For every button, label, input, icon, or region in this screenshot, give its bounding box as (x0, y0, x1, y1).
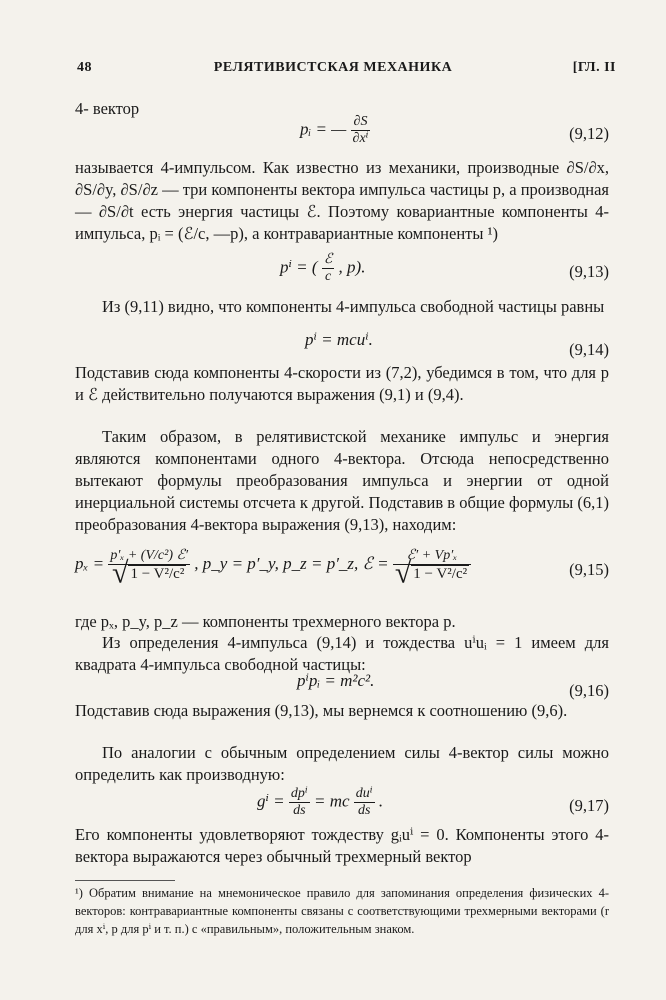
equation-number: (9,13) (569, 262, 609, 281)
equation-number: (9,15) (569, 560, 609, 579)
equation-9-14: pⁱ = mcuⁱ. (9,14) (305, 330, 609, 359)
footnote: ¹) Обратим внимание на мнемоническое правило для запоминания определения физических 4-векторов: контравариантные компоненты связаны с соответствующими трехмерными векторами (r для xⁱ, p для pⁱ и т. п.) с «правильным», положительным знаком. (75, 886, 609, 936)
equation-number: (9,14) (569, 340, 609, 359)
paragraph-free-particle: Из (9,11) видно, что компоненты 4-импульса свободной частицы равны (102, 297, 605, 316)
paragraph-4-momentum: называется 4-импульсом. Как известно из механики, производные ∂S/∂x, ∂S/∂y, ∂S/∂z — три компоненты вектора импульса частицы p, а производная — ∂S/∂t есть энергия частицы ℰ. Поэтому ковариантные компоненты 4-импульса, pᵢ = (ℰ/c, —p), а контравариантные компоненты ¹) (75, 158, 609, 243)
equation-number: (9,12) (569, 124, 609, 143)
equation-9-16: pⁱpᵢ = m²c². (9,16) (297, 671, 609, 700)
paragraph-components: где pₓ, p_y, p_z — компоненты трехмерного вектора p. (75, 612, 456, 631)
running-title: РЕЛЯТИВИСТСКАЯ МЕХАНИКА (213, 60, 453, 75)
paragraph-transformation: Таким образом, в релятивистской механике импульс и энергия являются компонентами одного 4-вектора. Отсюда непосредственно вытекают формулы преобразования импульса и энергии от одной инерциальной системы отсчета к другой. Подставив в общие формулы (6,1) преобразования 4-вектора выражения (9,13), находим: (75, 427, 609, 534)
equation-number: (9,17) (569, 796, 609, 815)
paragraph-square-momentum: Из определения 4-импульса (9,14) и тождества uⁱuᵢ = 1 имеем для квадрата 4-импульса свободной частицы: (75, 633, 609, 674)
equation-9-17: gⁱ = $\frac{\text{dpⁱ}}{ds}$ = mc $\frac{\text{duⁱ}}{ds}$ . (9,17) (257, 786, 609, 818)
page-number: 48 (77, 60, 92, 75)
chapter-label: [ГЛ. II (572, 60, 616, 75)
footnote-divider (75, 880, 175, 881)
equation-9-12: pᵢ = — $\frac{\partial S}{\text{∂xⁱ}}$ (9,12) (300, 114, 609, 146)
lead-text: 4- вектор (75, 99, 140, 118)
equation-9-15: pₓ = $\frac{\text{p′ₓ + (V/c²) ℰ′}}{\text{√ 1 − V²/c²}}$ , p_y = p′_y, p_z = p′_z, ℰ = $\frac{\text{ℰ′ + Vp′ₓ}}{\text{√ 1 − V²/c²}}$ (9,15) (75, 548, 609, 590)
paragraph-substitute-velocity: Подставив сюда компоненты 4-скорости из (7,2), убедимся в том, что для p и ℰ действительно получаются выражения (9,1) и (9,4). (75, 363, 609, 404)
paragraph-return-relation: Подставив сюда выражения (9,13), мы вернемся к соотношению (9,6). (75, 701, 568, 720)
equation-number: (9,16) (569, 681, 609, 700)
paragraph-identity: Его компоненты удовлетворяют тождеству gᵢuⁱ = 0. Компоненты этого 4-вектора выражаются через обычный трехмерный вектор (75, 825, 609, 866)
paragraph-force: По аналогии с обычным определением силы 4-вектор силы можно определить как производную: (75, 743, 609, 784)
equation-9-13: pⁱ = ( $\frac{\text{ℰ}}{c}$ , p). (9,13) (280, 252, 609, 284)
